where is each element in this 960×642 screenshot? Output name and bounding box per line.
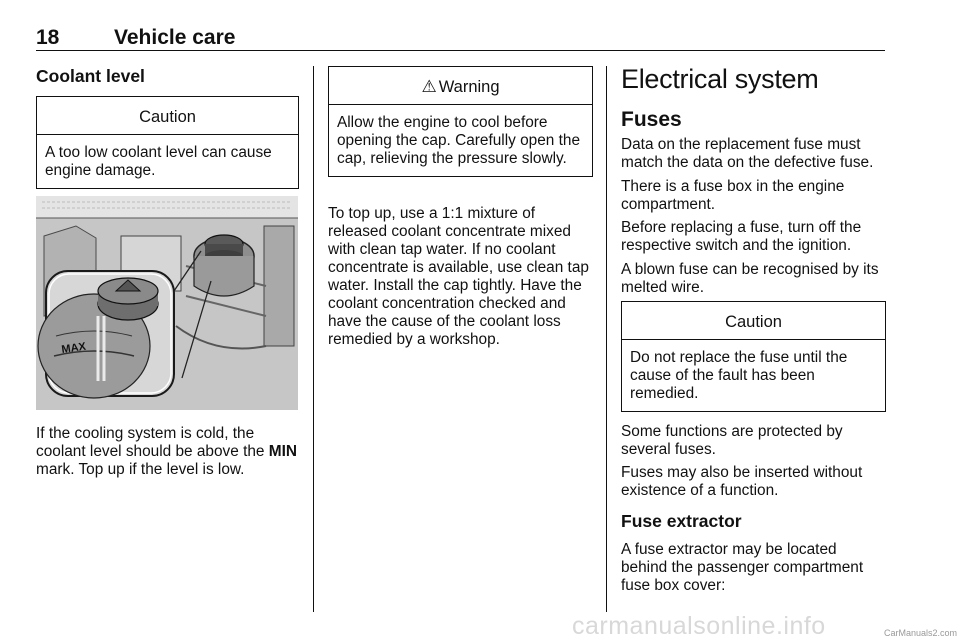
caution-box <box>621 301 886 412</box>
fuse-extractor-heading: Fuse extractor <box>621 511 742 531</box>
column-divider <box>313 66 314 612</box>
warning-box <box>328 66 593 177</box>
fuse-paragraph: A blown fuse can be recognised by its melted wire. <box>621 261 879 296</box>
min-mark-term: MIN <box>268 443 297 460</box>
page-number: 18 <box>36 26 60 49</box>
watermark: carmanualsonline.info <box>572 612 826 640</box>
top-up-paragraph: To top up, use a 1:1 mixture of released coolant concentrate mixed with clean tap water. If no coolant concentrate is available, use clean tap water. Install the cap tightly. Have the coolant concentration checked and have the cause of the coolant loss remedied by a workshop. <box>328 205 589 348</box>
cold-coolant-paragraph <box>36 425 299 479</box>
caution-text: A too low coolant level can cause engine damage. <box>45 144 272 179</box>
coolant-reservoir-drawing <box>36 196 298 410</box>
caution-text: Do not replace the fuse until the cause of the fault has been remedied. <box>630 349 848 402</box>
para-text: mark. Top up if the level is low. <box>36 461 245 478</box>
fuse-paragraph: Some functions are protected by several fuses. <box>621 423 843 458</box>
warning-text: Allow the engine to cool before opening the cap. Carefully open the cap, relieving the pressure slowly. <box>337 114 581 167</box>
caution-title: Caution <box>622 302 885 340</box>
warning-icon: ⚠ <box>421 77 437 96</box>
warning-title: Warning <box>438 78 500 96</box>
section-title: Vehicle care <box>114 26 236 49</box>
fuse-paragraph: A fuse extractor may be located behind the passenger compartment fuse box cover: <box>621 541 864 594</box>
caution-box <box>36 96 299 189</box>
watermark-small: CarManuals2.com <box>884 628 958 638</box>
fuse-paragraph: Fuses may also be inserted without existence of a function. <box>621 464 863 499</box>
column-divider <box>606 66 607 612</box>
fuse-paragraph: There is a fuse box in the engine compartment. <box>621 178 845 213</box>
max-mark-label: MAX <box>60 340 87 356</box>
coolant-reservoir-illustration <box>36 196 298 410</box>
caution-title: Caution <box>37 97 298 135</box>
fuse-paragraph: Data on the replacement fuse must match the data on the defective fuse. <box>621 136 874 171</box>
fuses-heading: Fuses <box>621 108 682 131</box>
para-text: If the cooling system is cold, the coolant level should be above the <box>36 425 269 460</box>
header-rule <box>36 50 885 51</box>
coolant-level-heading: Coolant level <box>36 66 145 86</box>
electrical-system-heading: Electrical system <box>621 64 819 94</box>
fuse-paragraph: Before replacing a fuse, turn off the respective switch and the ignition. <box>621 219 862 254</box>
warning-title-row <box>329 67 592 105</box>
